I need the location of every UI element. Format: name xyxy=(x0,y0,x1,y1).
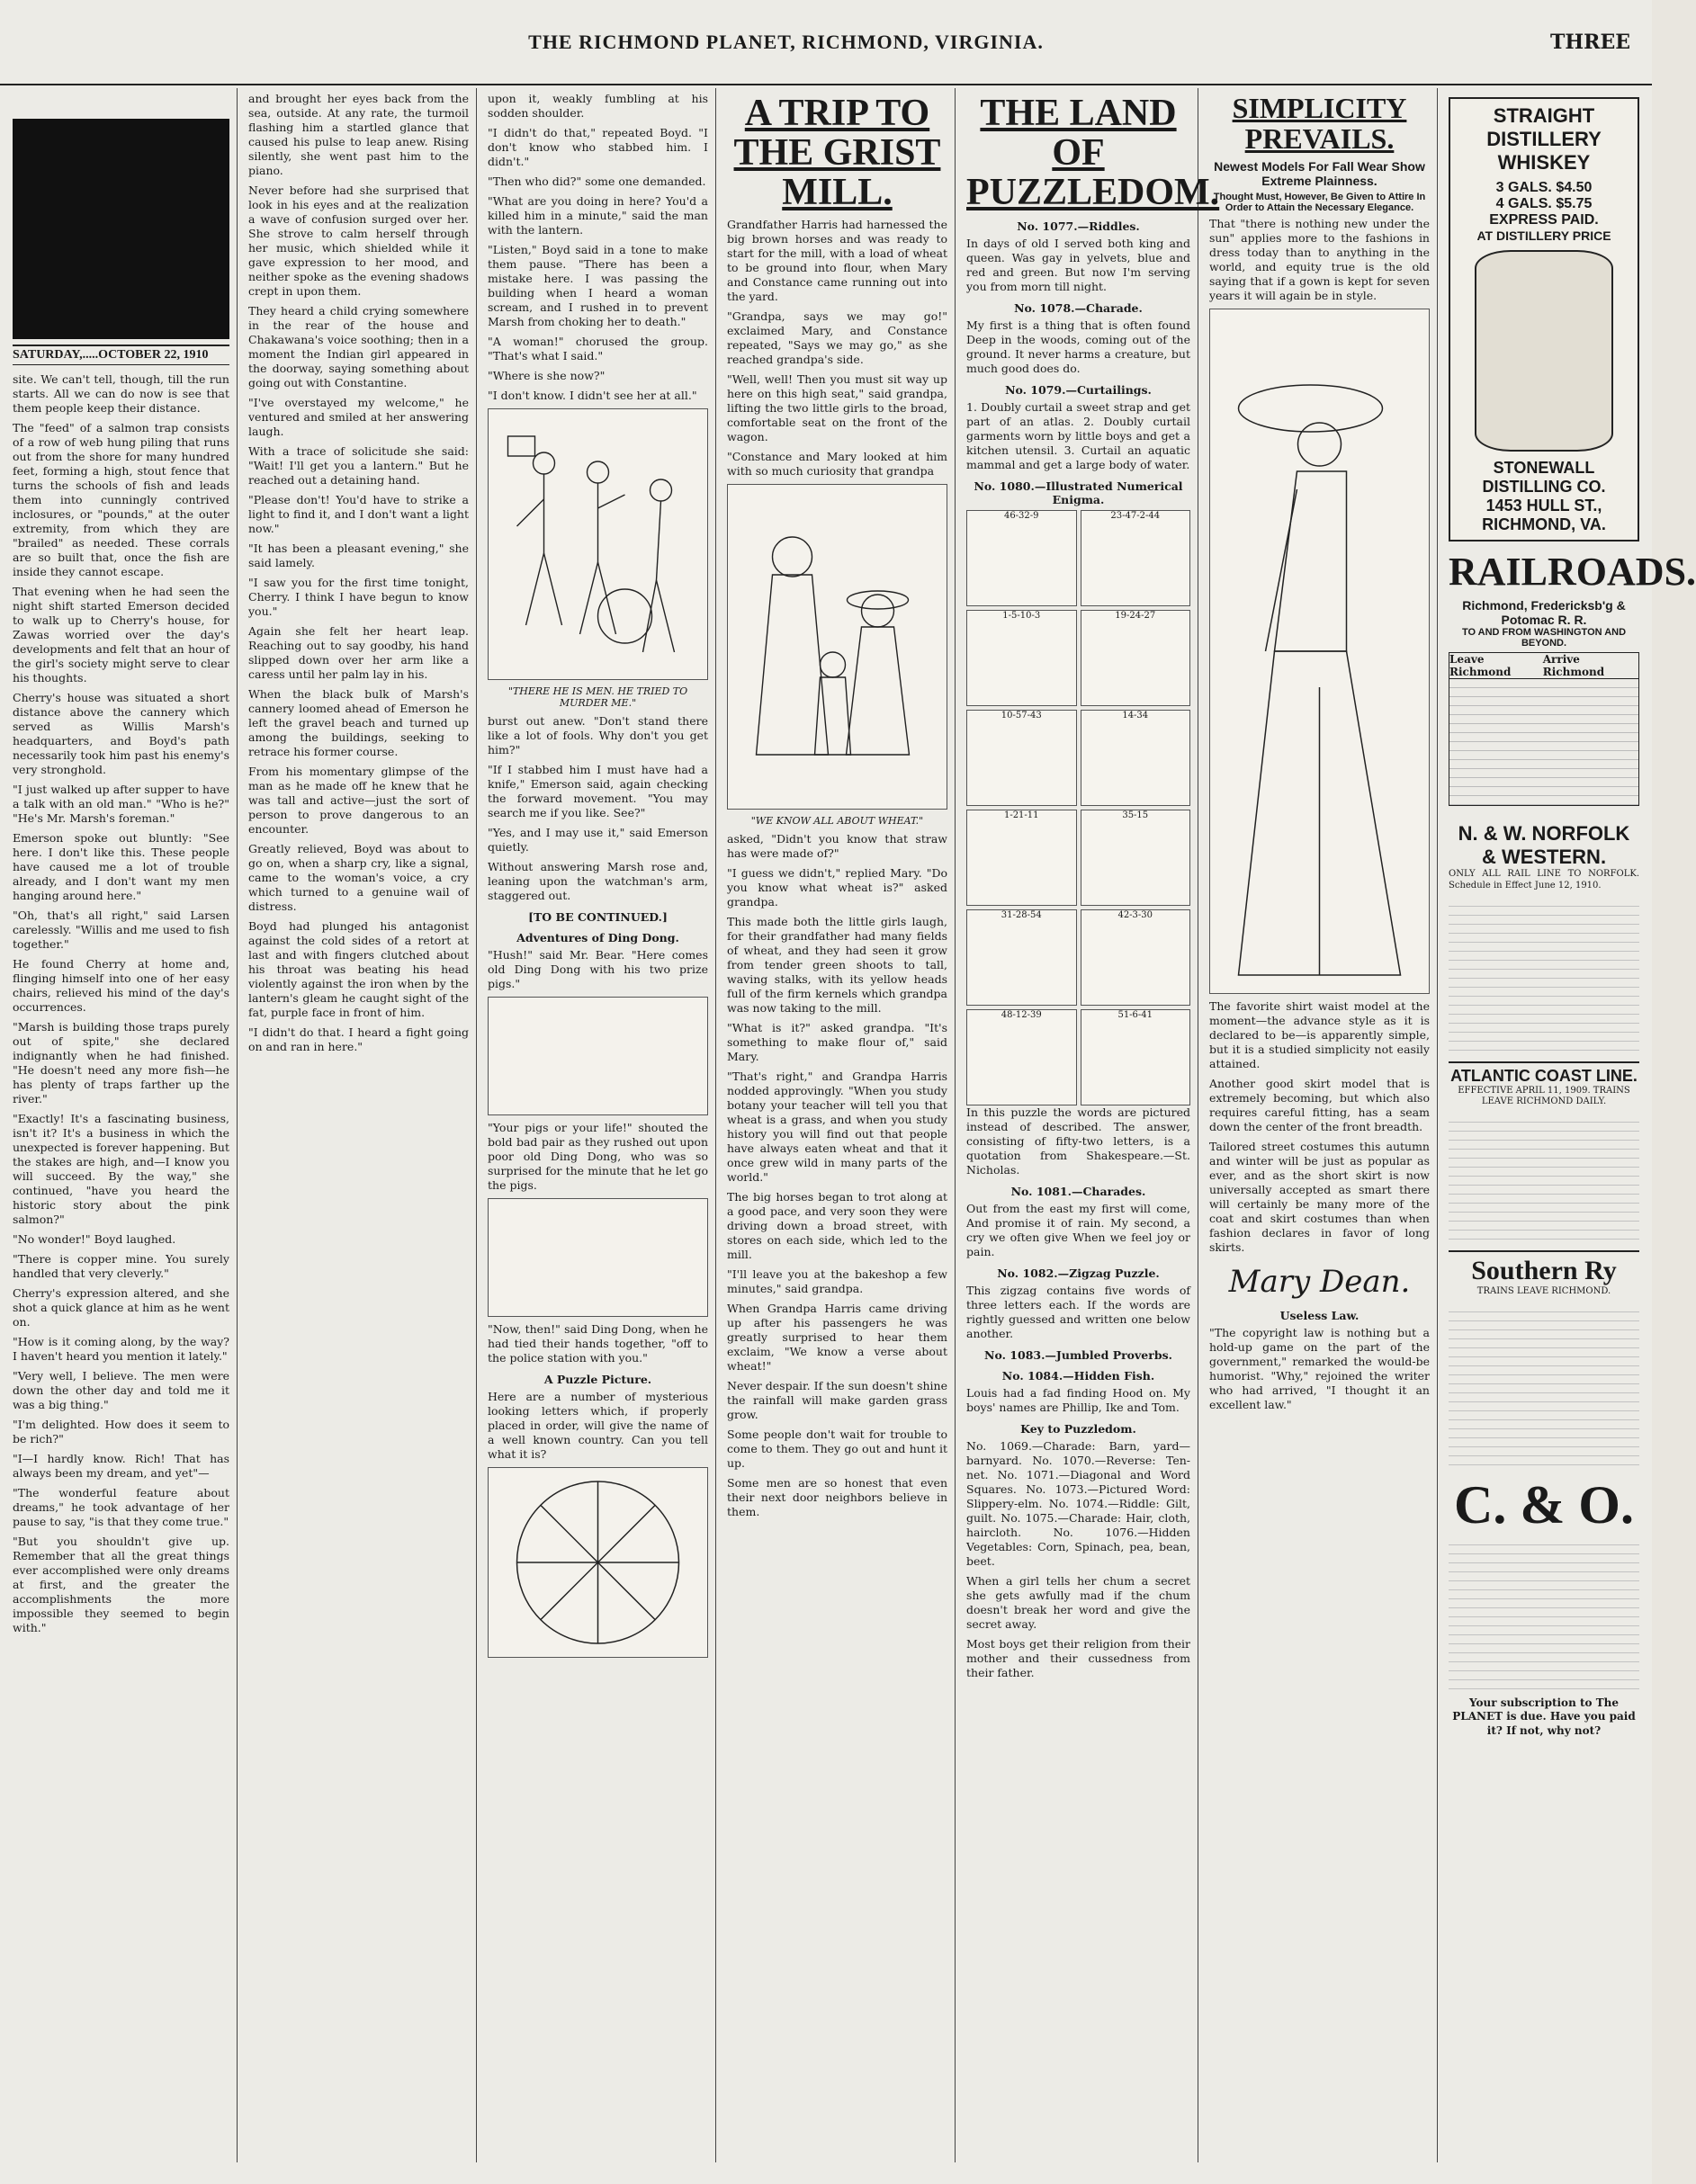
enigma-cell: 19-24-27 xyxy=(1081,610,1191,706)
column-1 xyxy=(5,88,238,2162)
paragraph: Without answering Marsh rose and, leaning upon the watchman's arm, staggered out. xyxy=(488,860,708,902)
paragraph: When the black bulk of Marsh's cannery loomed ahead of Emerson he left the gravel beach and turned up among the buildings, seeking to retrace his former course. xyxy=(248,687,469,758)
enigma-cell: 31-28-54 xyxy=(966,909,1077,1006)
leave-column-label: Leave Richmond xyxy=(1449,653,1512,678)
enigma-cell: 51-6-41 xyxy=(1081,1009,1191,1105)
signature: Mary Dean. xyxy=(1228,1264,1411,1301)
paragraph: "I don't know. I didn't see her at all." xyxy=(488,389,697,402)
paragraph: "Oh, that's all right," said Larsen carelessly. "Willis and me used to fish together." xyxy=(13,909,229,951)
paragraph: "Marsh is building those traps purely out of spite," she declared indignantly when he had finished. "He doesn't need any more fish—he has plenty of traps farther up the river." xyxy=(13,1020,229,1105)
key-heading: Key to Puzzledom. xyxy=(1020,1422,1136,1437)
rfp-railroad-name: Richmond, Fredericksb'g & Potomac R. R. xyxy=(1462,598,1626,627)
paragraph: "I—I hardly know. Rich! That has always been my dream, and yet"— xyxy=(13,1452,229,1480)
paragraph: burst out anew. "Don't stand there like a lot of fools. Why don't you get him?" xyxy=(488,714,708,756)
timetable-rows xyxy=(1449,679,1639,806)
hidden-fish-heading: No. 1084.—Hidden Fish. xyxy=(1001,1369,1155,1383)
fashion-subhead: Newest Models For Fall Wear Show Extreme Plainness. xyxy=(1214,159,1425,189)
paragraph: When Grandpa Harris came driving up after his passengers he was greatly surprised to hear them exclaim, "We know a verse about wheat!" xyxy=(727,1302,947,1374)
paragraph: Cherry's expression altered, and she shot a quick glance at him as he went on. xyxy=(13,1286,229,1329)
column-6 xyxy=(1202,88,1438,2162)
puzzle-picture-heading: A Puzzle Picture. xyxy=(543,1373,652,1386)
barrel-icon xyxy=(1475,250,1613,452)
paragraph: "Very well, I believe. The men were down the other day and told me it was a big thing." xyxy=(13,1369,229,1411)
enigma-cell: 48-12-39 xyxy=(966,1009,1077,1105)
puzzledom-headline: THE LAND OF PUZZLEDOM. xyxy=(966,93,1220,214)
whiskey-price-note: AT DISTILLERY PRICE xyxy=(1476,228,1611,243)
ding-dong-illustration-2 xyxy=(488,1198,708,1317)
southern-schedule xyxy=(1449,1303,1639,1465)
paragraph: "Listen," Boyd said in a tone to make them pause. "There has been a mistake here. I was passing the building when I heard a woman scream, and I rushed in to prevent Marsh from choking her to death." xyxy=(488,243,708,328)
paragraph: Cherry's house was situated a short distance above the cannery which served as Willis Marsh's headquarters, and Boyd's path necessarily took him past his enemy's very stronghold. xyxy=(13,691,229,776)
whiskey-advertisement xyxy=(1449,97,1639,542)
paragraph: upon it, weakly fumbling at his sodden shoulder. xyxy=(488,92,708,120)
arrive-column-label: Arrive Richmond xyxy=(1542,653,1605,678)
whiskey-offer-2: 4 GALS. $5.75 xyxy=(1495,196,1593,211)
charade-heading: No. 1078.—Charade. xyxy=(1014,301,1143,316)
paragraph: "What are you doing in here? You'd a killed him in a minute," said the man with the lantern. xyxy=(488,194,708,237)
whiskey-express: EXPRESS PAID. xyxy=(1489,212,1599,228)
illustration-caption: "THERE HE IS MEN. HE TRIED TO MURDER ME." xyxy=(507,685,688,709)
railroads-heading: RAILROADS. xyxy=(1449,550,1696,594)
paragraph: This made both the little girls laugh, for their grandfather had many fields of wheat, and they had seen it grow from tender green shoots to tall, waving stalks, with its yellow heads full of the firm kernels which grandpa was now taking to the mill. xyxy=(727,915,947,1016)
paragraph: "That's right," and Grandpa Harris nodded approvingly. "When you study botany your teacher will tell you that wheat is a grass, and when you study history you will find out that people have always eaten wheat and that it once grew wild in many parts of the world." xyxy=(727,1070,947,1185)
paragraph: When a girl tells her chum a secret she gets awfully mad if the chum doesn't break her word and give the secret away. xyxy=(966,1574,1190,1632)
paragraph: "I've overstayed my welcome," he ventured and smiled at her answering laugh. xyxy=(248,396,469,438)
acl-schedule xyxy=(1449,1114,1639,1240)
grandpa-illustration xyxy=(727,484,947,810)
paragraph: The "feed" of a salmon trap consists of a row of web hung piling that runs out from the shore for many hundred feet, forming a high, stout fence that turns the schools of fish and leads them into cunningly contrived inclosures, or "pounds," at the outer extremity, from which they are "brailed" as needed. These corrals are so built that, once the fish are inside they cannot escape. xyxy=(13,421,229,578)
paragraph: site. We can't tell, though, till the run starts. All we can do now is see that them people keep their distance. xyxy=(13,372,229,415)
paragraph: Greatly relieved, Boyd was about to go on, when a sharp cry, like a signal, came to the woman's voice, a cry which turned to a genuine wail of distress. xyxy=(248,842,469,913)
grist-mill-headline: A TRIP TO THE GRIST MILL. xyxy=(733,93,941,214)
paragraph: With a trace of solicitude she said: "Wait! I'll get you a lantern." But he reached out a detaining hand. xyxy=(248,444,469,487)
paragraph: Most boys get their religion from their mother and their cussedness from their father. xyxy=(966,1637,1190,1680)
paragraph: "I'll leave you at the bakeshop a few minutes," said grandpa. xyxy=(727,1267,947,1296)
paragraph: "No wonder!" Boyd laughed. xyxy=(13,1232,176,1246)
paragraph: They heard a child crying somewhere in the rear of the house and Chakawana's voice soothing; then in a moment the Indian girl appeared in the doorway, saying something about going out with Constantine. xyxy=(248,304,469,389)
paragraph: Out from the east my first will come, And promise it of rain. My second, a cry we often give When we feel joy or pain. xyxy=(966,1202,1190,1259)
paragraph: EFFECTIVE APRIL 11, 1909. TRAINS LEAVE RICHMOND DAILY. xyxy=(1458,1085,1630,1107)
whiskey-address: 1453 HULL ST., RICHMOND, VA. xyxy=(1482,497,1606,533)
paragraph: No. 1069.—Charade: Barn, yard—barnyard. No. 1070.—Reverse: Ten-net. No. 1071.—Diagonal and Word Squares. No. 1073.—Pictured Word: Slippery-elm. No. 1074.—Riddle: Gilt, guilt. No. 1075.—Charade: Hair, cloth, haircloth. No. 1076.—Hidden Vegetables: Corn, Spinach, pea, bean, beet. xyxy=(966,1439,1190,1569)
paragraph: Some people don't wait for trouble to come to them. They go out and hunt it up. xyxy=(727,1428,947,1471)
paragraph: "Your pigs or your life!" shouted the bold bad pair as they rushed out upon poor old Ding Dong, who was so surprised for the minute that he let go the pigs. xyxy=(488,1121,708,1192)
timetable-header xyxy=(1449,652,1639,679)
paragraph: "The wonderful feature about dreams," he took advantage of her pause to say, "is that they come true." xyxy=(13,1486,229,1528)
paragraph: In this puzzle the words are pictured instead of described. The answer, consisting of fifty-two letters, is a quotation from Shakespeare.—St. Nicholas. xyxy=(966,1105,1190,1177)
fashion-illustration xyxy=(1209,309,1430,994)
paragraph: "Then who did?" some one demanded. xyxy=(488,175,706,188)
whiskey-company: STONEWALL DISTILLING CO. xyxy=(1482,459,1606,496)
column-7 xyxy=(1441,88,1696,2162)
paragraph: "Grandpa, says we may go!" exclaimed Mary, and Constance repeated, "Says we may go," as she reached grandpa's side. xyxy=(727,309,947,367)
paragraph: "I'm delighted. How does it seem to be rich?" xyxy=(13,1418,229,1446)
paragraph: 1. Doubly curtail a sweet strap and get part of an atlas. 2. Doubly curtail garments worn by little boys and get a kitchen utensil. 3. Curtail an aquatic mammal and get a large body of water. xyxy=(966,400,1190,472)
paragraph: "Where is she now?" xyxy=(488,369,606,382)
nw-schedule xyxy=(1449,898,1639,1051)
continued-note: [TO BE CONTINUED.] xyxy=(528,910,668,924)
paragraph: "Yes, and I may use it," said Emerson quietly. xyxy=(488,826,708,854)
puzzle-wheel-illustration xyxy=(488,1467,708,1658)
paragraph: "Please don't! You'd have to strike a light to find it, and I don't want a light now." xyxy=(248,493,469,535)
co-schedule xyxy=(1449,1536,1639,1689)
enigma-cell: 46-32-9 xyxy=(966,510,1077,606)
fashion-subhead-2: Thought Must, However, Be Given to Attire In Order to Attain the Necessary Elegance. xyxy=(1213,192,1426,214)
whiskey-title: STRAIGHT DISTILLERY WHISKEY xyxy=(1486,104,1602,174)
paragraph: Boyd had plunged his antagonist against the cold sides of a retort at last and with fingers clutched about his throat was beating his head violently against the iron when by the lantern's gleam he caught sight of the fat, purple face in front of him. xyxy=(248,919,469,1019)
paragraph: "Constance and Mary looked at him with so much curiosity that grandpa xyxy=(727,450,947,479)
southern-railway-name: Southern Ry xyxy=(1449,1250,1639,1286)
paragraph: "Well, well! Then you must sit way up here on this high seat," said grandpa, lifting the two little girls to the broad, comfortable seat on the front of the wagon. xyxy=(727,372,947,444)
woman-figure-drawing xyxy=(1210,309,1429,993)
paragraph: Never before had she surprised that look in his eyes and at the realization a wave of confusion surged over her. She strove to calm herself through her music, which shielded while it gave expression to her mood, and neither spoke as the evening shadows crept in upon them. xyxy=(248,183,469,298)
proverbs-heading: No. 1083.—Jumbled Proverbs. xyxy=(984,1348,1172,1363)
paragraph: Again she felt her heart leap. Reaching out to say goodby, his hand slipped down over her arm like a caress until her palm lay in his. xyxy=(248,624,469,681)
subscription-notice: Your subscription to The PLANET is due. Have you paid it? If not, why not? xyxy=(1452,1696,1636,1737)
ding-dong-illustration-1 xyxy=(488,997,708,1115)
column-4 xyxy=(720,88,956,2162)
paragraph: From his momentary glimpse of the man as he made off he knew that he was tall and active—just the sort of person to prove dangerous to an encounter. xyxy=(248,765,469,836)
column-5 xyxy=(959,88,1220,2162)
paragraph: "I saw you for the first time tonight, Cherry. I think I have begun to know you." xyxy=(248,576,469,618)
enigma-cell: 23-47-2-44 xyxy=(1081,510,1191,606)
paragraph: In days of old I served both king and queen. Was gay in yelvets, blue and red and green. But now I'm serving you from morn till night. xyxy=(966,237,1190,294)
paragraph: and brought her eyes back from the sea, outside. At any rate, the turmoil flashing him a startled glance that caused his pulse to leap anew. Rising silently, she went past him to the piano. xyxy=(248,92,469,177)
whiskey-offer-1: 3 GALS. $4.50 xyxy=(1495,180,1593,195)
masthead-title: THE RICHMOND PLANET, RICHMOND, VIRGINIA. xyxy=(528,30,1044,53)
paragraph: "I guess we didn't," replied Mary. "Do you know what wheat is?" asked grandpa. xyxy=(727,866,947,909)
paragraph: The favorite shirt waist model at the moment—the advance style as it is declared to be—is apparently simple, but it is a studied simplicity not easily attained. xyxy=(1209,999,1430,1071)
grandpa-drawing xyxy=(728,485,947,809)
paragraph: "If I stabbed him I must have had a knife," Emerson said, again checking the forward movement. "You may search me if you like. See?" xyxy=(488,763,708,819)
paragraph: Tailored street costumes this autumn and winter will be just as popular as ever, and as the short skirt is now universally accepted as smart there will certainly be many more of the coat and skirt costumes than when fashion declares in favor of long skirts. xyxy=(1209,1140,1430,1255)
page-number: THREE xyxy=(1550,30,1630,54)
paragraph: Louis had a fad finding Hood on. My boys' names are Phillip, Ike and Tom. xyxy=(966,1386,1190,1415)
enigma-cell: 10-57-43 xyxy=(966,710,1077,806)
masthead xyxy=(0,0,1652,85)
paragraph: ONLY ALL RAIL LINE TO NORFOLK. Schedule in Effect June 12, 1910. xyxy=(1449,869,1639,891)
ink-blot-image xyxy=(13,119,229,339)
struggle-illustration xyxy=(488,408,708,680)
enigma-cell: 1-21-11 xyxy=(966,810,1077,906)
paragraph: The big horses began to trot along at a good pace, and very soon they were driving down a broad street, with stores on each side, which led to the mill. xyxy=(727,1190,947,1262)
paragraph: "Hush!" said Mr. Bear. "Here comes old Ding Dong with his two prize pigs." xyxy=(488,948,708,990)
acl-railroad-name: ATLANTIC COAST LINE. xyxy=(1449,1061,1639,1086)
struggle-drawing xyxy=(489,409,707,679)
co-railroad-name: C. & O. xyxy=(1454,1474,1634,1535)
paragraph: My first is a thing that is often found Deep in the woods, coming out of the ground. It never harms a creature, but much good does do. xyxy=(966,318,1190,376)
paragraph: "There is copper mine. You surely handled that very cleverly." xyxy=(13,1252,229,1280)
dateline: SATURDAY,.....OCTOBER 22, 1910 xyxy=(13,345,229,365)
curtailings-heading: No. 1079.—Curtailings. xyxy=(1005,383,1152,398)
nw-railroad-name: N. & W. NORFOLK & WESTERN. xyxy=(1458,822,1630,868)
enigma-cell: 14-34 xyxy=(1081,710,1191,806)
enigma-cell: 35-15 xyxy=(1081,810,1191,906)
paragraph: That "there is nothing new under the sun" applies more to the fashions in dress today than to anything in the world, and equity true is the old saying that if a gown is kept for seven years it will again be in style. xyxy=(1209,217,1430,303)
enigma-cell: 1-5-10-3 xyxy=(966,610,1077,706)
zigzag-heading: No. 1082.—Zigzag Puzzle. xyxy=(997,1267,1160,1281)
paragraph: Grandfather Harris had harnessed the big brown horses and was ready to start for the mill, with a load of wheat to be ground into flour, when Mary and Constance came running out into the yard. xyxy=(727,218,947,304)
enigma-picture-grid xyxy=(966,510,1190,1105)
enigma-heading: No. 1080.—Illustrated Numerical Enigma. xyxy=(974,479,1183,507)
column-3 xyxy=(480,88,716,2162)
paragraph: Some men are so honest that even their next door neighbors believe in them. xyxy=(727,1476,947,1519)
paragraph: "But you shouldn't give up. Remember that all the great things ever accomplished were only dreams at first, and the greater the accomplishments the more impossible they seemed to begin with." xyxy=(13,1535,229,1634)
wheel-drawing xyxy=(489,1468,707,1657)
paragraph: That evening when he had seen the night shift started Emerson decided to walk up to Cherry's house, for Zawas worried over the day's developments and felt that an hour of the girl's society might serve to clear his thoughts. xyxy=(13,585,229,685)
paragraph: TRAINS LEAVE RICHMOND. xyxy=(1476,1286,1611,1297)
charades-heading: No. 1081.—Charades. xyxy=(1010,1185,1146,1199)
paragraph: "What is it?" asked grandpa. "It's something to make flour of," said Mary. xyxy=(727,1021,947,1064)
paragraph: "I didn't do that. I heard a fight going on and ran in here." xyxy=(248,1025,469,1053)
enigma-cell: 42-3-30 xyxy=(1081,909,1191,1006)
illustration-caption: "WE KNOW ALL ABOUT WHEAT." xyxy=(750,815,924,828)
paragraph: "It has been a pleasant evening," she said lamely. xyxy=(248,542,469,569)
paragraph: "How is it coming along, by the way? I haven't heard you mention it lately." xyxy=(13,1335,229,1363)
paragraph: This zigzag contains five words of three letters each. If the words are rightly guessed and written one below another. xyxy=(966,1284,1190,1341)
paragraph: Emerson spoke out bluntly: "See here. I don't like this. These people have caused me a lot of trouble already, and I don't want my men hanging around here." xyxy=(13,831,229,902)
useless-law-heading: Useless Law. xyxy=(1279,1309,1359,1323)
paragraph: "I just walked up after supper to have a talk with an old man." "Who is he?" "He's Mr. Marsh's foreman." xyxy=(13,783,229,825)
paragraph: "Now, then!" said Ding Dong, when he had tied their hands together, "off to the police station with you." xyxy=(488,1322,708,1365)
paragraph: "I didn't do that," repeated Boyd. "I don't know who stabbed him. I didn't." xyxy=(488,126,708,168)
paragraph: He found Cherry at home and, flinging himself into one of her easy chairs, relieved his mind of the day's occurrences. xyxy=(13,957,229,1014)
paragraph: "Exactly! It's a fascinating business, isn't it? It's a business in which the unexpected is forever happening. But the stakes are high, and—I know you will succeed. By the way," she continued, "have you heard the historic story about the pink salmon?" xyxy=(13,1112,229,1226)
ding-dong-heading: Adventures of Ding Dong. xyxy=(516,931,679,944)
column-2 xyxy=(241,88,477,2162)
paragraph: "The copyright law is nothing but a hold-up game on the part of the government," remarked the would-be humorist. "Why," rejoined the writer who had arrived, "I thought it an excellent law." xyxy=(1209,1326,1430,1412)
fashion-headline: SIMPLICITY PREVAILS. xyxy=(1232,92,1407,155)
paragraph: Here are a number of mysterious looking letters which, if properly placed in order, will give the name of a well known country. Can you tell what it is? xyxy=(488,1390,708,1461)
paragraph: Never despair. If the sun doesn't shine the rainfall will make garden grass grow. xyxy=(727,1379,947,1422)
riddles-heading: No. 1077.—Riddles. xyxy=(1017,219,1140,234)
paragraph: "A woman!" chorused the group. "That's what I said." xyxy=(488,335,708,363)
paragraph: Another good skirt model that is extremely becoming, but which also requires careful fitting, has a seam down the center of the front breadth. xyxy=(1209,1077,1430,1134)
paragraph: asked, "Didn't you know that straw has were made of?" xyxy=(727,832,947,861)
rfp-subtitle: TO AND FROM WASHINGTON AND BEYOND. xyxy=(1461,627,1627,649)
